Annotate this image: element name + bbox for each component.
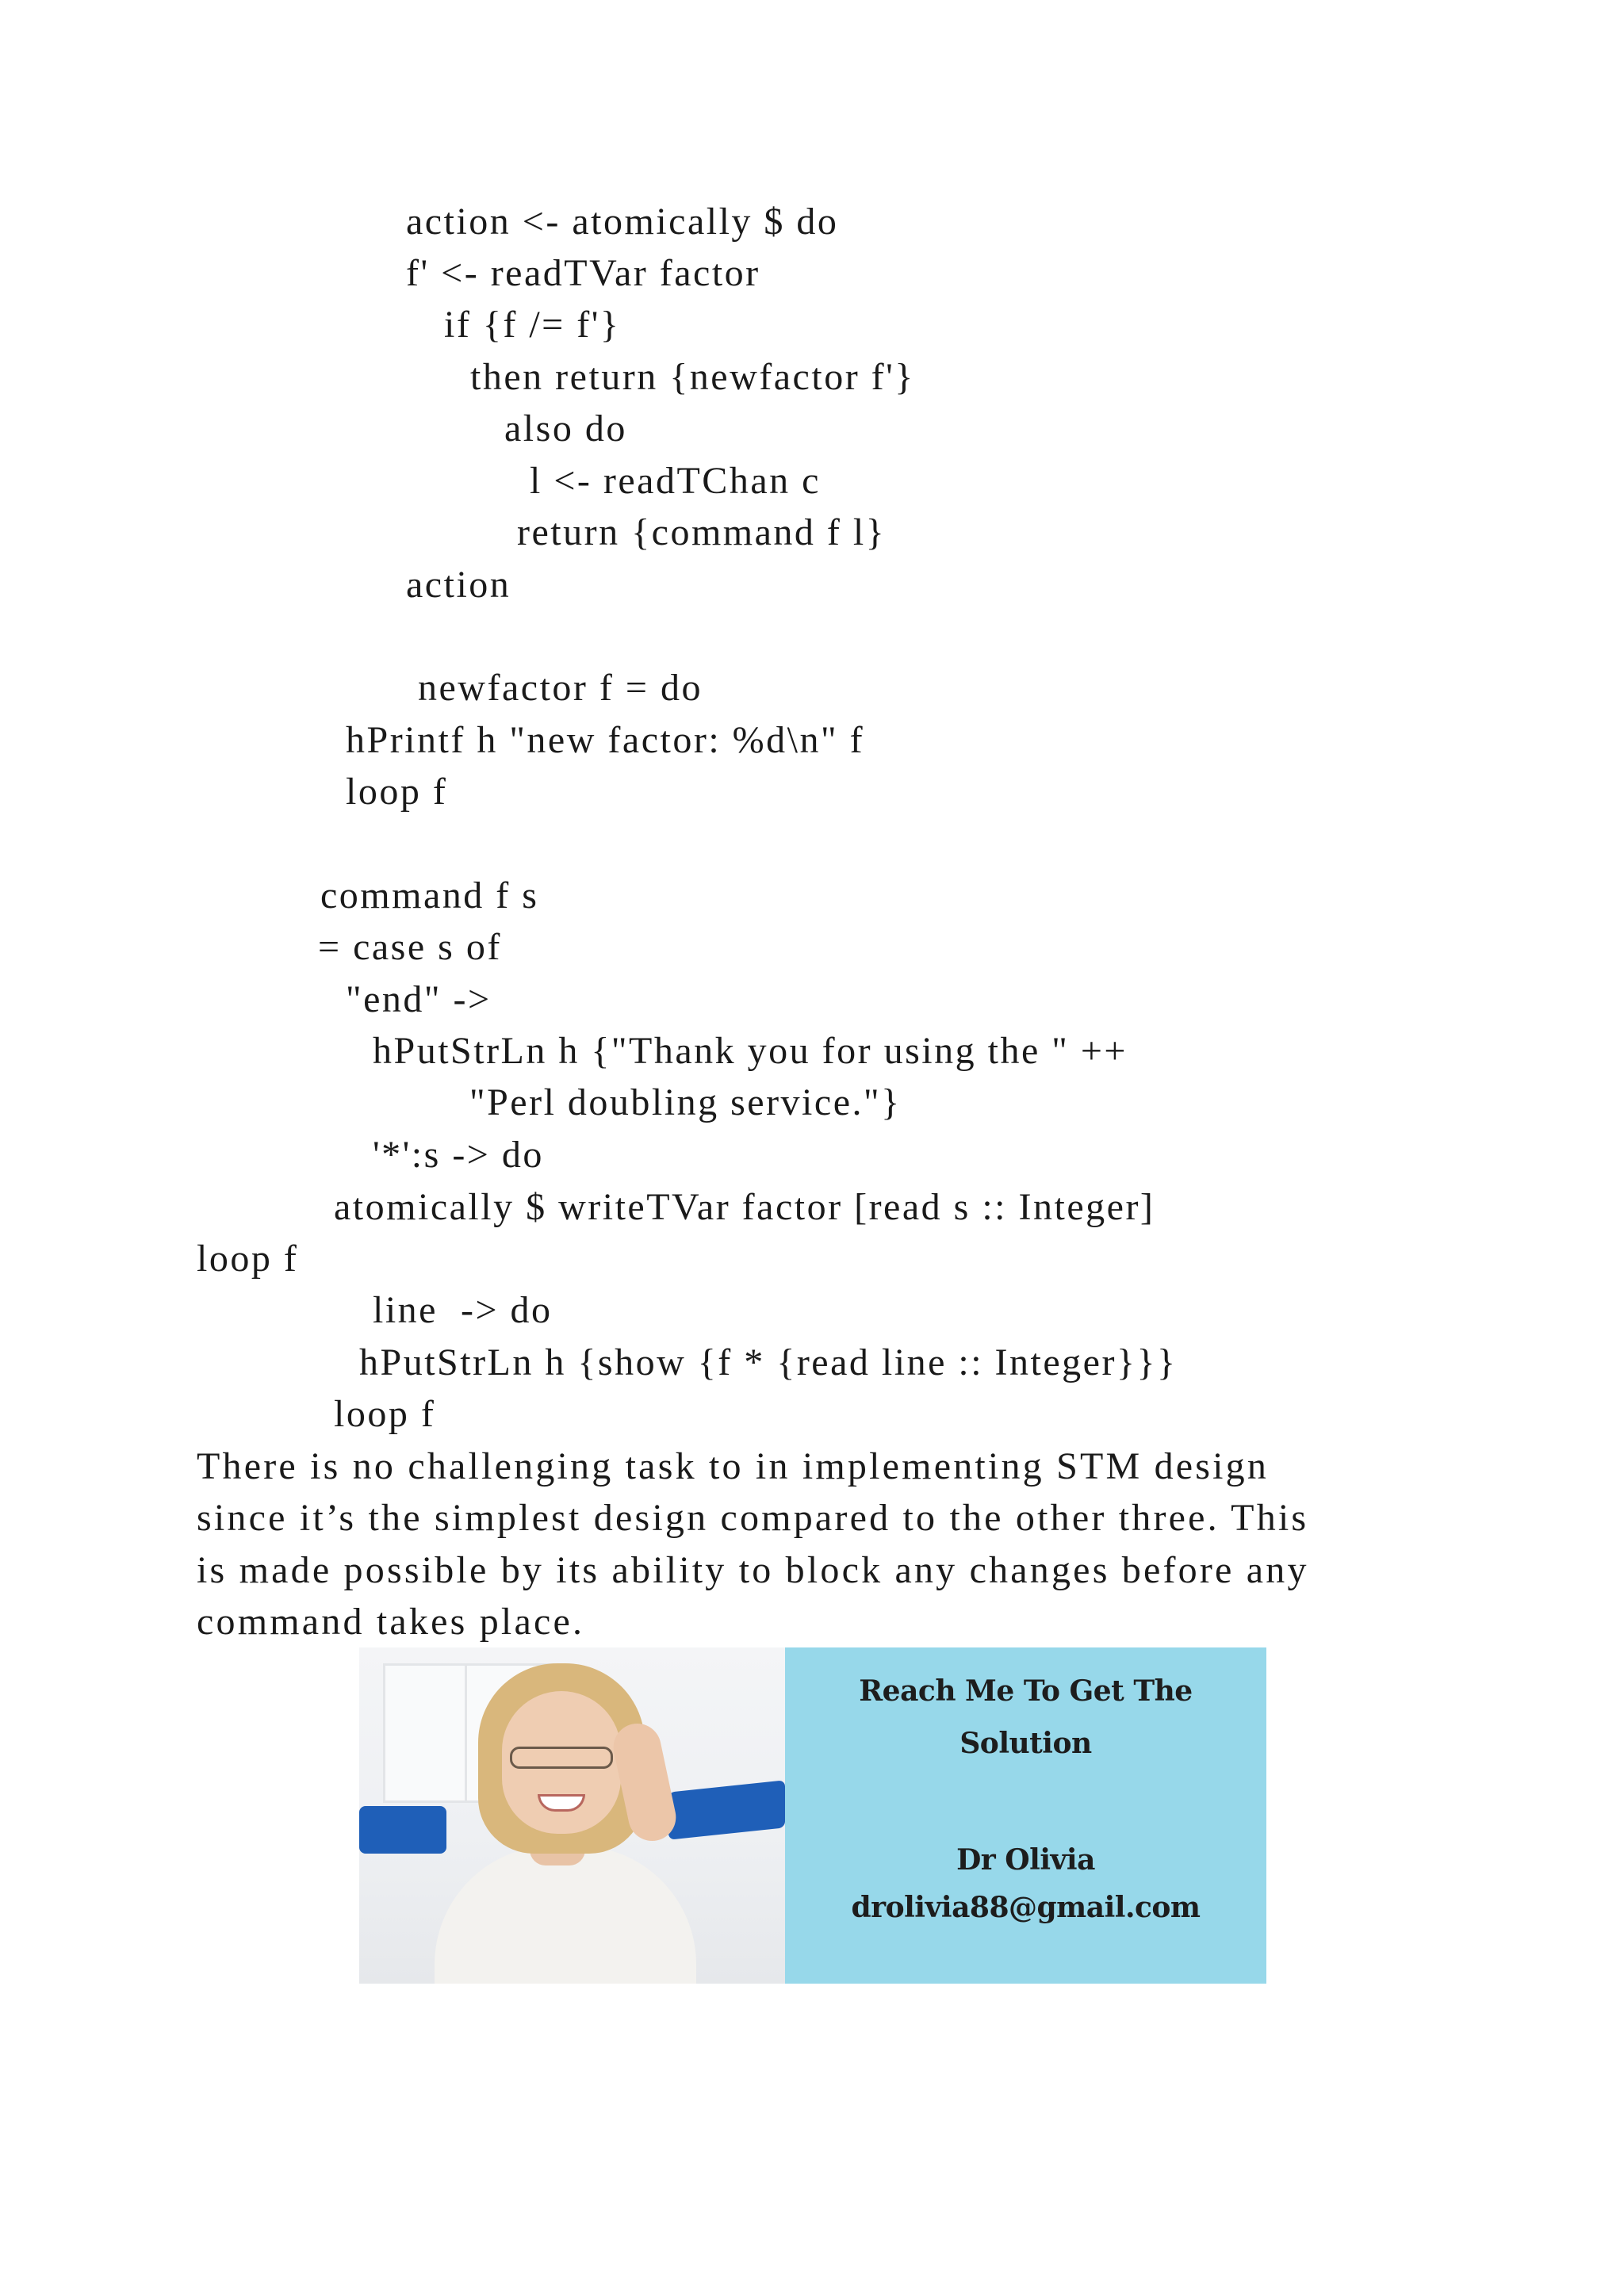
code-line: l <- readTChan c: [530, 460, 821, 502]
glasses-icon: [510, 1747, 613, 1769]
ad-contact-name: Dr Olivia: [956, 1843, 1095, 1877]
code-line: action <- atomically $ do: [406, 201, 839, 243]
code-line: hPutStrLn h {"Thank you for using the " ++: [373, 1030, 1128, 1072]
code-line: command f s: [320, 874, 539, 916]
code-line: newfactor f = do: [418, 667, 703, 709]
contact-ad-banner: [359, 1647, 1266, 1984]
code-line: loop f: [334, 1393, 436, 1435]
ad-headline-2: Solution: [959, 1727, 1092, 1760]
ad-headline: Reach Me To Get The: [859, 1674, 1193, 1708]
blue-chair: [359, 1806, 446, 1854]
code-line: if {f /= f'}: [444, 304, 621, 346]
paragraph-line: command takes place.: [197, 1601, 585, 1643]
woman-blouse: [435, 1846, 696, 1984]
ad-contact-email[interactable]: drolivia88@gmail.com: [851, 1891, 1201, 1924]
code-line: '*':s -> do: [373, 1134, 544, 1176]
code-line: line -> do: [373, 1289, 553, 1331]
blue-chair: [668, 1780, 785, 1839]
paragraph-line: is made possible by its ability to block any changes before any: [197, 1549, 1309, 1591]
code-line: return {command f l}: [517, 511, 887, 553]
code-line: action: [406, 564, 511, 606]
ad-contact-panel: [785, 1647, 1266, 1984]
code-line: hPutStrLn h {show {f * {read line :: Integer}}}: [359, 1341, 1178, 1383]
code-line: loop f: [346, 771, 448, 813]
code-line: f' <- readTVar factor: [406, 252, 760, 294]
code-line: also do: [504, 408, 627, 450]
paragraph-line: since it’s the simplest design compared to the other three. This: [197, 1497, 1309, 1539]
code-line: hPrintf h "new factor: %d\n" f: [346, 719, 865, 761]
code-line: "Perl doubling service."}: [469, 1081, 902, 1123]
code-line: then return {newfactor f'}: [470, 356, 915, 398]
code-line: loop f: [197, 1238, 299, 1280]
woman-photo: [359, 1647, 785, 1984]
paragraph-line: There is no challenging task to in implementing STM design: [197, 1445, 1270, 1487]
code-line: = case s of: [318, 926, 502, 968]
code-line: "end" ->: [346, 978, 492, 1020]
code-line: atomically $ writeTVar factor [read s :: Integer]: [334, 1186, 1155, 1228]
